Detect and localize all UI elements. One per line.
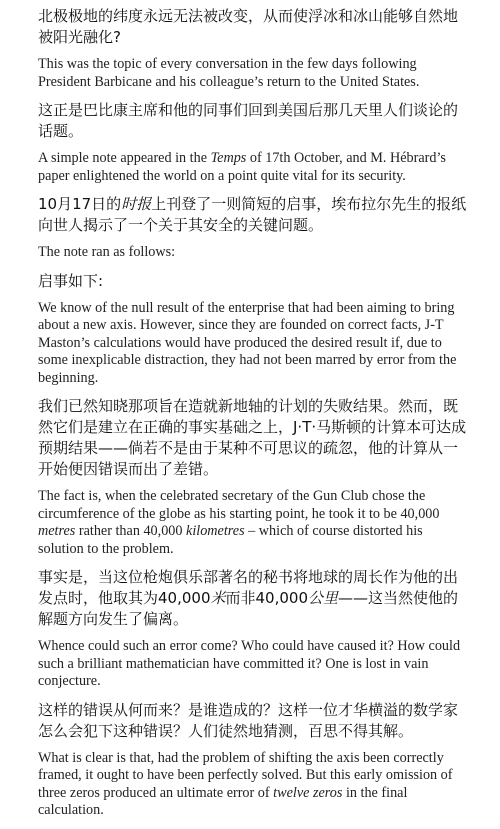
emphasis-unit: metres: [38, 523, 76, 539]
text-run: rather than 40,000: [75, 523, 187, 539]
paragraph-en: [38, 638, 470, 691]
paragraph-en: [38, 750, 470, 820]
newspaper-title: Temps: [210, 150, 247, 166]
emphasis-unit: 米: [210, 589, 226, 607]
text-run: A simple note appeared in the: [38, 150, 211, 166]
paragraph-en: [38, 150, 470, 185]
text-run: 这正是巴比康主席和他的同事们回到美国后那几天里人们谈论的话题。: [38, 101, 459, 140]
text-run: – which of course distorted his solution to the problem.: [38, 523, 423, 557]
text-run: What is clear is that, had the problem of shifting the axis been correctly framed, it ought to have been perfectly solved. But this early omission of three zeros produced an ultimate error of: [38, 749, 453, 801]
paragraph-zh: [38, 100, 470, 142]
paragraph-en: [38, 244, 470, 262]
document-page: [38, 6, 470, 829]
paragraph-zh: [38, 194, 470, 236]
emphasis-unit: 公里: [308, 589, 339, 607]
text-run: We know of the null result of the enterprise that had been aiming to bring about a new axis. However, since they are founded on correct facts, J-T Maston’s calculations would have produced the desired result if, due to some inexplicable distraction, they had not been marred by error from the beginning.: [38, 299, 457, 386]
text-run: The note ran as follows:: [38, 244, 176, 260]
newspaper-title: 时报: [121, 195, 152, 213]
text-run: 事实是，当这位枪炮俱乐部著名的秘书将地球的周长作为他的出发点时，他取其为40,000: [38, 568, 459, 607]
text-run: 而非40,000: [225, 589, 309, 607]
text-run: The fact is, when the celebrated secretary of the Gun Club chose the circumference of the globe as his starting point, he took it to be 40,000: [38, 488, 440, 522]
text-run: of 17th October, and M. Hébrard’s paper enlightened the world on a point quite vital for its security.: [38, 150, 446, 184]
text-run: 上刊登了一则简短的启事，埃布拉尔先生的报纸向世人揭示了一个关于其安全的关键问题。: [38, 195, 467, 234]
text-run: Whence could such an error come? Who could have caused it? How could such a brilliant mathematician have committed it? One is lost in vain conjecture.: [38, 638, 461, 689]
paragraph-zh: [38, 6, 470, 48]
paragraph-zh: [38, 396, 470, 480]
text-run: ——这当然使他的解题方向发生了偏离。: [38, 589, 459, 628]
text-run: 这样的错误从何而来？是谁造成的？这样一位才华横溢的数学家怎么会犯下这种错误？人们徒然地猜测，百思不得其解。: [38, 700, 459, 740]
paragraph-en: [38, 56, 470, 91]
text-run: in the final calculation.: [38, 784, 408, 818]
paragraph-en: [38, 488, 470, 558]
text-run: 10月17日的: [38, 195, 122, 213]
text-run: 启事如下:: [38, 271, 104, 290]
paragraph-en: [38, 300, 470, 388]
text-run: This was the topic of every conversation in the few days following President Barbicane and his colleague’s return to the United States.: [38, 56, 420, 90]
emphasis-unit: kilometres: [186, 523, 245, 539]
text-run: 我们已然知晓那项旨在造就新地轴的计划的失败结果。然而，既然它们是建立在正确的事实基础之上，J·T·马斯顿的计算本可达成预期结果——倘若不是由于某种不可思议的疏忽，他的计算从一开始便因错误而出了差错。: [38, 397, 467, 478]
text-run: 北极极地的纬度永远无法被改变，从而使浮冰和冰山能够自然地被阳光融化?: [38, 7, 459, 46]
emphasis-phrase: twelve zeros: [273, 784, 343, 801]
paragraph-zh: [38, 567, 470, 630]
paragraph-zh: [38, 271, 470, 292]
